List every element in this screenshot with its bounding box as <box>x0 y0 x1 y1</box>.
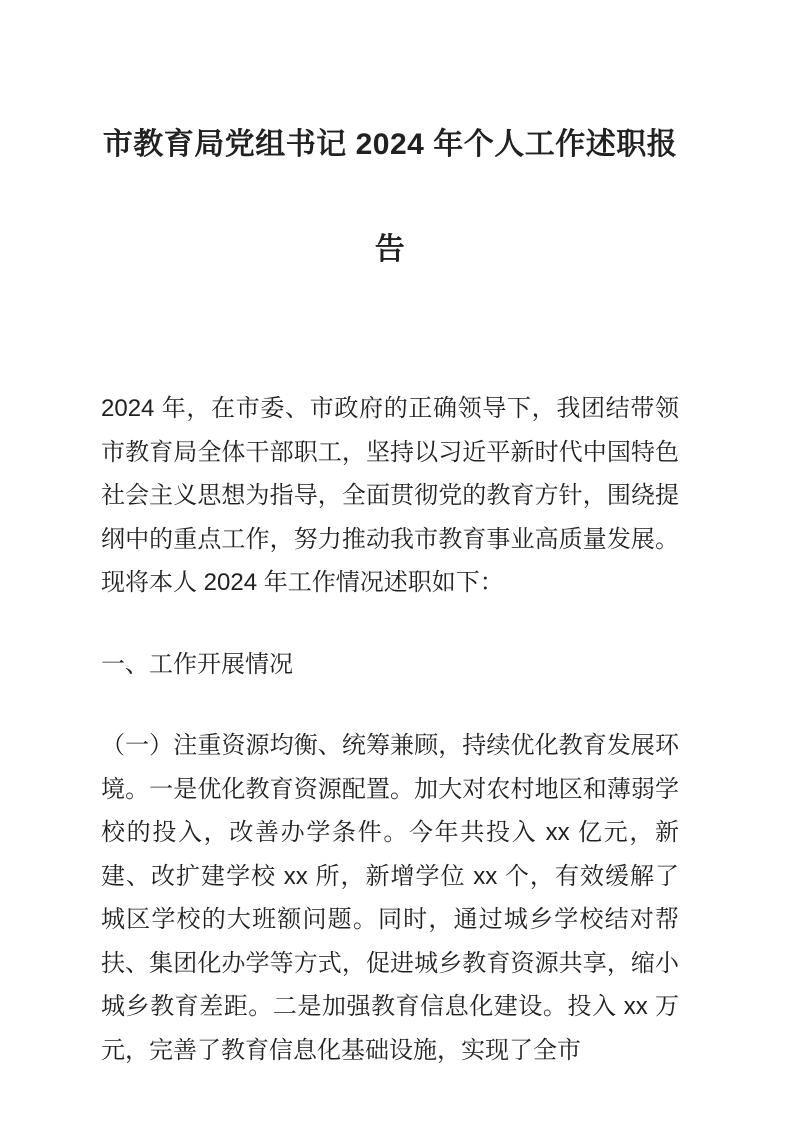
section-1-heading: 一、工作开展情况 <box>101 650 293 678</box>
section-1-paragraph-1: （一）注重资源均衡、统筹兼顾，持续优化教育发展环境。一是优化教育资源配置。加大对农村地区和薄弱学校的投入，改善办学条件。今年共投入 xx 亿元，新建、改扩建学校 xx 所，新增学位 xx 个，有效缓解了城区学校的大班额问题。同时，通过城乡学校结对帮扶、集团化办学等方式，促进城乡教育资源共享，缩小城乡教育差距。二是加强教育信息化建设。投入 xx 万元，完善了教育信息化基础设施，实现了全市 <box>101 732 679 1064</box>
intro-paragraph: 2024 年，在市委、市政府的正确领导下，我团结带领市教育局全体干部职工，坚持以习近平新时代中国特色社会主义思想为指导，全面贯彻党的教育方针，围绕提纲中的重点工作，努力推动我市教育事业高质量发展。现将本人 2024 年工作情况述职如下： <box>101 395 679 596</box>
document-title: 市教育局党组书记 2024 年个人工作述职报告 <box>102 128 678 266</box>
document-content-area <box>101 0 679 1110</box>
